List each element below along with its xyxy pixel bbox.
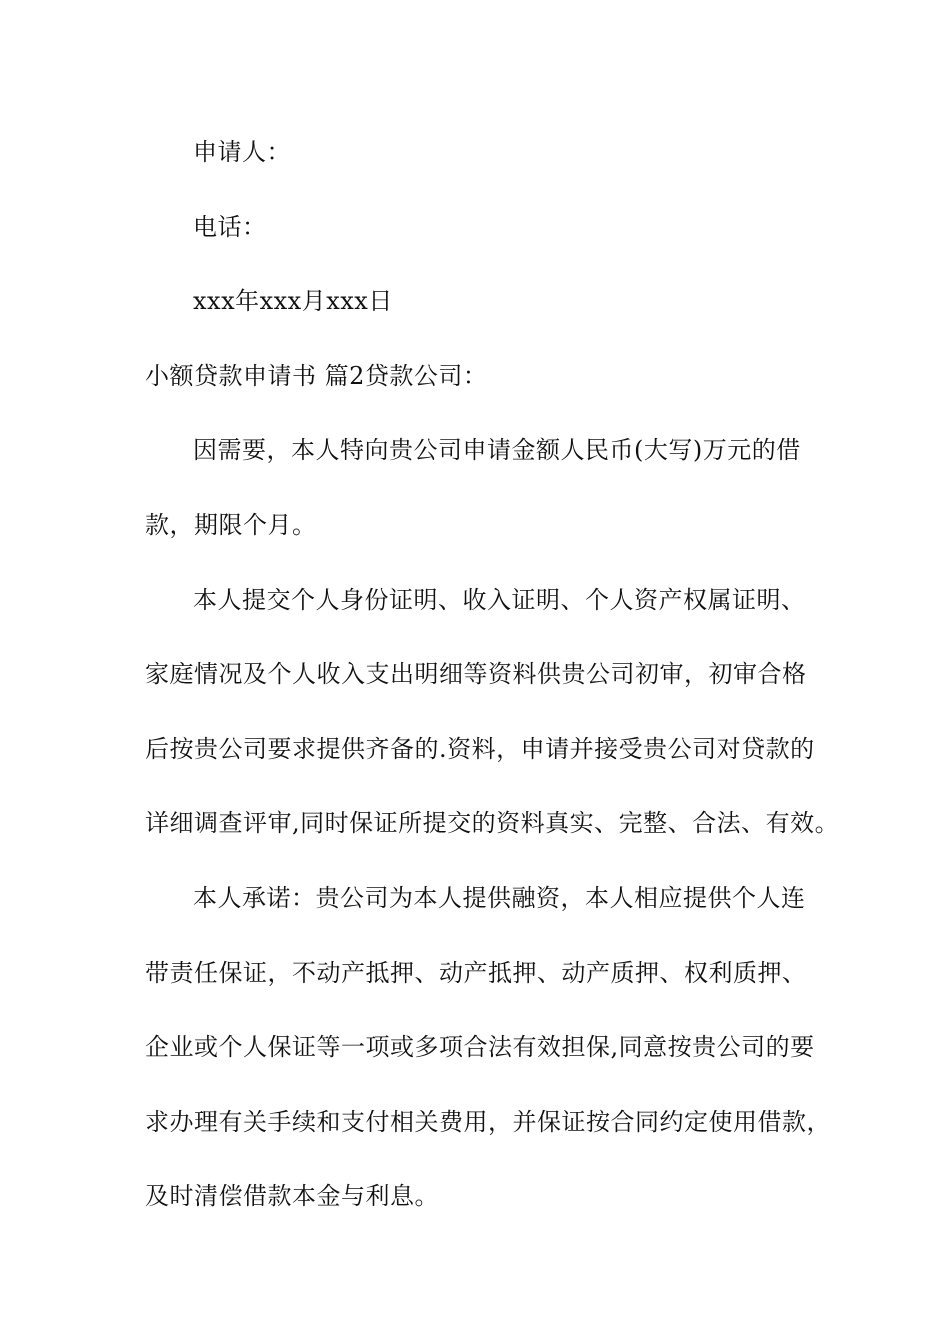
section-heading: 小额贷款申请书 篇2贷款公司： [145, 362, 488, 390]
paragraph-line: 款，期限个月。 [145, 511, 317, 539]
paragraph-line: 带责任保证，不动产抵押、动产抵押、动产质押、权利质押、 [145, 959, 807, 987]
paragraph-line: 详细调查评审,同时保证所提交的资料真实、完整、合法、有效。 [145, 809, 840, 837]
paragraph-line: 因需要，本人特向贵公司申请金额人民币(大写)万元的借 [193, 436, 801, 464]
paragraph-line: 家庭情况及个人收入支出明细等资料供贵公司初审，初审合格 [145, 660, 807, 688]
paragraph-line: 求办理有关手续和支付相关费用，并保证按合同约定使用借款， [145, 1108, 831, 1136]
paragraph-line: 及时清偿借款本金与利息。 [145, 1182, 439, 1210]
date-line: xxx年xxx月xxx日 [193, 287, 393, 315]
paragraph-line: 后按贵公司要求提供齐备的.资料，申请并接受贵公司对贷款的 [145, 735, 815, 763]
paragraph-line: 本人承诺：贵公司为本人提供融资，本人相应提供个人连 [193, 884, 806, 912]
paragraph-line: 本人提交个人身份证明、收入证明、个人资产权属证明、 [193, 586, 806, 614]
paragraph-line: 企业或个人保证等一项或多项合法有效担保,同意按贵公司的要 [145, 1033, 815, 1061]
applicant-label: 申请人： [193, 138, 291, 166]
phone-label: 电话： [193, 213, 267, 241]
